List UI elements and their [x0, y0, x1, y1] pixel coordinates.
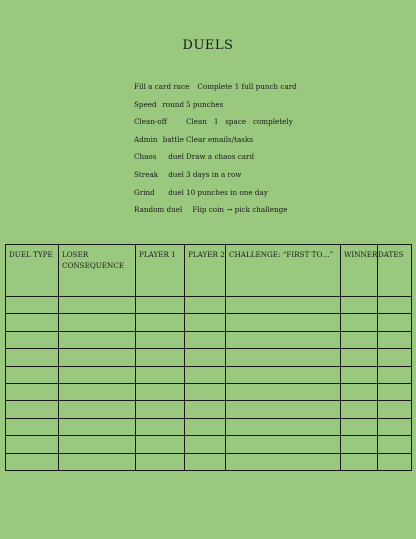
table-cell-winner[interactable]: [341, 297, 378, 314]
table-row: [6, 383, 412, 400]
duel-type-name-text: Grind: [134, 187, 155, 197]
table-cell-player-1[interactable]: [136, 453, 185, 470]
table-cell-duel-type[interactable]: [6, 331, 59, 348]
table-row: [6, 297, 412, 314]
table-header-row: [6, 245, 412, 297]
table-cell-player-2[interactable]: [185, 401, 226, 418]
duel-type-item: [134, 82, 394, 100]
table-cell-duel-type[interactable]: [6, 366, 59, 383]
table-cell-player-2[interactable]: [185, 297, 226, 314]
duel-type-name-text: Random duel: [134, 205, 183, 215]
duel-type-name-text: duel: [168, 152, 184, 162]
duel-type-description: Clean 1 space completely: [186, 117, 293, 127]
column-header-duel-type: DUEL TYPE: [6, 245, 59, 297]
table-cell-player-1[interactable]: [136, 436, 185, 453]
duel-type-item: [134, 117, 394, 135]
duel-type-name: [134, 152, 184, 161]
table-cell-winner[interactable]: [341, 349, 378, 366]
duel-type-name-text: round: [162, 99, 184, 109]
table-cell-dates[interactable]: [378, 383, 412, 400]
duel-type-item: [134, 100, 394, 118]
column-header-text: LOSER CONSEQUENCE: [62, 250, 125, 271]
duel-type-name-text: Fill a card race: [134, 82, 190, 91]
duel-type-name: [134, 82, 189, 91]
table-cell-challenge[interactable]: [226, 436, 341, 453]
duel-type-item: [134, 188, 394, 206]
table-cell-challenge[interactable]: [226, 366, 341, 383]
table-cell-player-2[interactable]: [185, 453, 226, 470]
duel-type-item: [134, 205, 394, 223]
duel-type-description: Clear emails/tasks: [186, 134, 254, 144]
table-cell-dates[interactable]: [378, 453, 412, 470]
table-cell-challenge[interactable]: [226, 418, 341, 435]
table-cell-challenge[interactable]: [226, 349, 341, 366]
table-cell-loser-consequence[interactable]: [59, 366, 136, 383]
duel-type-name-text: Admin: [134, 134, 158, 144]
table-cell-dates[interactable]: [378, 418, 412, 435]
table-cell-player-1[interactable]: [136, 349, 185, 366]
page-title: DUELS: [182, 38, 234, 53]
column-header-dates: DATES: [378, 245, 412, 297]
table-cell-duel-type[interactable]: [6, 314, 59, 331]
column-header-player-1: PLAYER 1: [136, 245, 185, 297]
duel-type-name: [134, 170, 184, 179]
table-cell-winner[interactable]: [341, 366, 378, 383]
duel-type-name-text: duel: [168, 169, 184, 179]
duel-type-description: 3 days in a row: [186, 169, 242, 179]
table-cell-challenge[interactable]: [226, 383, 341, 400]
table-cell-player-1[interactable]: [136, 418, 185, 435]
duel-type-description: Complete 1 full punch card: [197, 82, 297, 91]
table-cell-loser-consequence[interactable]: [59, 453, 136, 470]
table-row: [6, 453, 412, 470]
duel-type-item: [134, 170, 394, 188]
table-cell-loser-consequence[interactable]: [59, 297, 136, 314]
table-cell-duel-type[interactable]: [6, 297, 59, 314]
table-cell-challenge[interactable]: [226, 401, 341, 418]
table-cell-player-1[interactable]: [136, 383, 185, 400]
table-cell-dates[interactable]: [378, 331, 412, 348]
table-cell-dates[interactable]: [378, 436, 412, 453]
column-header-player-2: PLAYER 2: [185, 245, 226, 297]
table-cell-player-1[interactable]: [136, 297, 185, 314]
table-cell-winner[interactable]: [341, 314, 378, 331]
table-row: [6, 418, 412, 435]
table-cell-duel-type[interactable]: [6, 349, 59, 366]
table-cell-player-1[interactable]: [136, 366, 185, 383]
table-cell-player-2[interactable]: [185, 383, 226, 400]
duel-type-description: Flip coin → pick challenge: [192, 205, 288, 215]
duel-type-description: 10 punches in one day: [186, 187, 268, 197]
table-cell-loser-consequence[interactable]: [59, 436, 136, 453]
duel-type-description: Draw a chaos card: [186, 152, 255, 162]
table-cell-dates[interactable]: [378, 297, 412, 314]
column-header-loser-consequence: [59, 245, 136, 297]
duel-type-name-text: duel: [168, 187, 184, 197]
duel-type-list: [134, 82, 394, 223]
table-cell-duel-type[interactable]: [6, 401, 59, 418]
table-cell-player-2[interactable]: [185, 418, 226, 435]
column-header-challenge: CHALLENGE: “FIRST TO…”: [226, 245, 341, 297]
table-row: [6, 436, 412, 453]
duel-type-name-text: battle: [162, 134, 184, 144]
duel-type-name-text: Chaos: [134, 152, 157, 162]
table-row: [6, 401, 412, 418]
table-cell-loser-consequence[interactable]: [59, 383, 136, 400]
table-cell-dates[interactable]: [378, 314, 412, 331]
table-cell-player-2[interactable]: [185, 314, 226, 331]
table-cell-duel-type[interactable]: [6, 418, 59, 435]
table-cell-duel-type[interactable]: [6, 436, 59, 453]
table-cell-loser-consequence[interactable]: [59, 401, 136, 418]
duel-type-name: [134, 135, 184, 144]
table-row: [6, 349, 412, 366]
table-cell-challenge[interactable]: [226, 314, 341, 331]
table-cell-loser-consequence[interactable]: [59, 349, 136, 366]
duel-type-name: [134, 205, 182, 214]
table-cell-loser-consequence[interactable]: [59, 331, 136, 348]
table-cell-winner[interactable]: [341, 383, 378, 400]
table-cell-dates[interactable]: [378, 401, 412, 418]
table-row: [6, 366, 412, 383]
table-row: [6, 331, 412, 348]
table-cell-player-2[interactable]: [185, 349, 226, 366]
duel-type-item: [134, 135, 394, 153]
table-cell-player-2[interactable]: [185, 331, 226, 348]
duel-type-name-text: Clean-off: [134, 117, 167, 127]
table-cell-challenge[interactable]: [226, 331, 341, 348]
table-cell-loser-consequence[interactable]: [59, 314, 136, 331]
duel-type-name: [134, 100, 184, 109]
table-cell-dates[interactable]: [378, 366, 412, 383]
table-cell-challenge[interactable]: [226, 453, 341, 470]
duel-type-description: 5 punches: [186, 99, 224, 109]
table-cell-winner[interactable]: [341, 331, 378, 348]
table-cell-winner[interactable]: [341, 401, 378, 418]
duel-type-name-text: Speed: [134, 99, 157, 109]
duels-table: [5, 244, 412, 471]
table-cell-player-1[interactable]: [136, 331, 185, 348]
table-cell-player-1[interactable]: [136, 401, 185, 418]
table-cell-player-2[interactable]: [185, 436, 226, 453]
column-header-winner: WINNER: [341, 245, 378, 297]
table-cell-player-2[interactable]: [185, 366, 226, 383]
table-cell-winner[interactable]: [341, 418, 378, 435]
table-cell-duel-type[interactable]: [6, 383, 59, 400]
table-cell-duel-type[interactable]: [6, 453, 59, 470]
table-cell-challenge[interactable]: [226, 297, 341, 314]
duel-type-name-text: Streak: [134, 169, 159, 179]
table-cell-loser-consequence[interactable]: [59, 418, 136, 435]
table-body: [6, 297, 412, 471]
table-row: [6, 314, 412, 331]
duel-type-name: [134, 188, 184, 197]
duel-type-item: [134, 152, 394, 170]
table-cell-player-1[interactable]: [136, 314, 185, 331]
table-cell-winner[interactable]: [341, 436, 378, 453]
duel-type-name: [134, 117, 184, 126]
table-cell-winner[interactable]: [341, 453, 378, 470]
table-cell-dates[interactable]: [378, 349, 412, 366]
